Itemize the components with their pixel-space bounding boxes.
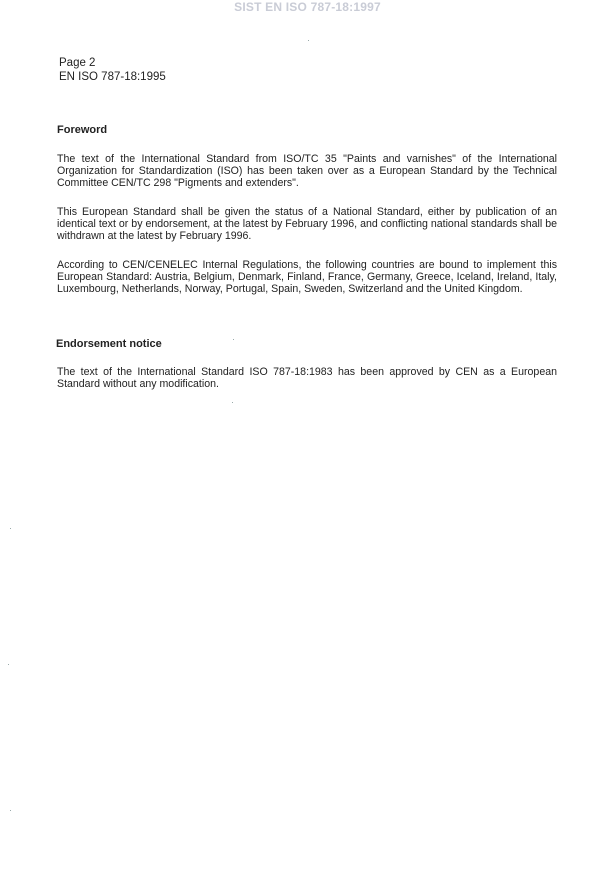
foreword-paragraph-1: The text of the International Standard from ISO/TC 35 "Paints and varnishes" of the International Organization for Standardization (ISO) has been taken over as a European Standard by the Technical Committee CEN/TC 298 "Pigments and extenders". (57, 153, 557, 189)
scan-speck (10, 810, 11, 811)
scan-speck (232, 402, 233, 403)
foreword-heading: Foreword (57, 124, 108, 136)
scan-speck (8, 664, 9, 665)
scan-speck (10, 528, 11, 529)
foreword-paragraph-3: According to CEN/CENELEC Internal Regulations, the following countries are bound to implement this European Standard: Austria, Belgium, Denmark, Finland, France, Germany, Greece, Iceland, Ireland, Italy, Luxembourg, Netherlands, Norway, Portugal, Spain, Sweden, Switzerland and the United Kingdom. (57, 259, 557, 295)
watermark: SIST EN ISO 787-18:1997 (234, 0, 381, 14)
page-header (59, 56, 166, 84)
page-number: Page 2 (59, 57, 96, 69)
document-reference: EN ISO 787-18:1995 (59, 71, 166, 83)
foreword-paragraph-2: This European Standard shall be given the status of a National Standard, either by publication of an identical text or by endorsement, at the latest by February 1996, and conflicting national standards shall be withdrawn at the latest by February 1996. (57, 206, 557, 242)
scan-speck (308, 40, 309, 41)
scan-speck (233, 339, 234, 340)
endorsement-heading: Endorsement notice (56, 338, 162, 350)
endorsement-paragraph: The text of the International Standard ISO 787-18:1983 has been approved by CEN as a European Standard without any modification. (57, 366, 557, 390)
